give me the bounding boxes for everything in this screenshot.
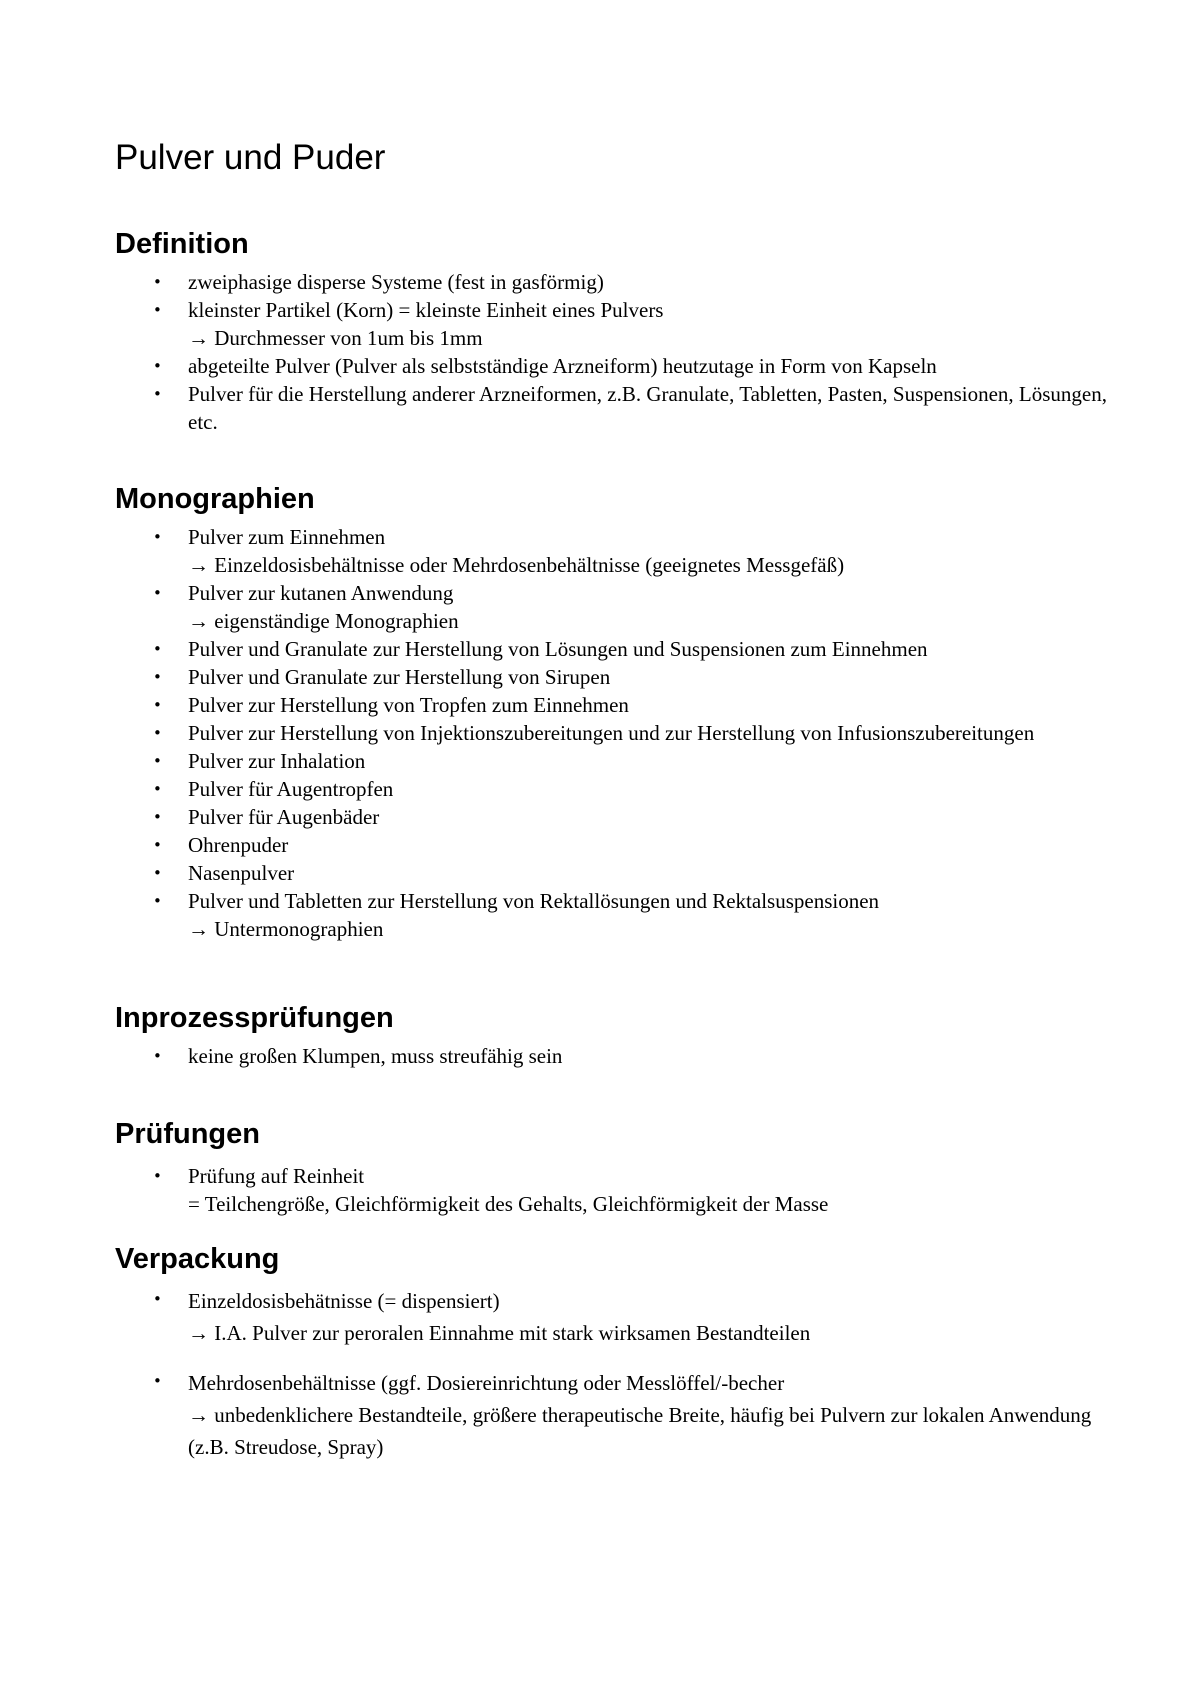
definition-list [115,268,1115,436]
page-title: Pulver und Puder [115,138,386,177]
section-pruefungen [115,1116,1115,1218]
list-item-note: → Durchmesser von 1um bis 1mm [188,326,483,350]
verpackung-list [115,1285,1115,1463]
section-monographien [115,481,1115,943]
list-item: • Pulver für Augenbäder [115,803,1115,831]
pruefungen-list [115,1162,1115,1218]
list-item: • Pulver zur Herstellung von Tropfen zum Einnehmen [115,691,1115,719]
list-item: • Einzeldosisbehätnisse (= dispensiert) → I.A. Pulver zur peroralen Einnahme mit stark wirksamen Bestandteilen [115,1285,1115,1349]
list-item-note: = Teilchengröße, Gleichförmigkeit des Gehalts, Gleichförmigkeit der Masse [188,1192,829,1216]
list-item: • keine großen Klumpen, muss streufähig sein [115,1042,1115,1070]
list-item-note: → unbedenklichere Bestandteile, größere therapeutische Breite, häufig bei Pulvern zur lokalen Anwendung (z.B. Streudose, Spray) [188,1403,1092,1459]
list-item: • Pulver und Granulate zur Herstellung von Sirupen [115,663,1115,691]
list-item: • Mehrdosenbehältnisse (ggf. Dosiereinrichtung oder Messlöffel/-becher → unbedenklichere Bestandteile, größere therapeutische Breite, häufig bei Pulvern zur lokalen Anwendung (z.B. Streudose, Spray) [115,1367,1115,1463]
list-item: • Pulver zur Inhalation [115,747,1115,775]
section-heading-monographien: Monographien [115,483,315,515]
section-heading-verpackung: Verpackung [115,1243,280,1275]
section-definition [115,226,1115,436]
monographien-list [115,523,1115,943]
list-item: • zweiphasige disperse Systeme (fest in gasförmig) [115,268,1115,296]
list-item: • Pulver für Augentropfen [115,775,1115,803]
list-item-note: → eigenständige Monographien [188,609,459,633]
inprozess-list [115,1042,1115,1070]
list-item: • abgeteilte Pulver (Pulver als selbstständige Arzneiform) heutzutage in Form von Kapseln [115,352,1115,380]
list-item: • Pulver und Tabletten zur Herstellung von Rektallösungen und Rektalsuspensionen → Untermonographien [115,887,1115,943]
list-item: • Pulver zur Herstellung von Injektionszubereitungen und zur Herstellung von Infusionszubereitungen [115,719,1115,747]
section-inprozesspruefungen [115,1000,1115,1070]
section-verpackung [115,1241,1115,1463]
section-heading-pruefungen: Prüfungen [115,1118,260,1150]
list-item: • Nasenpulver [115,859,1115,887]
list-item-note: → I.A. Pulver zur peroralen Einnahme mit stark wirksamen Bestandteilen [188,1321,811,1345]
list-item: • Pulver zur kutanen Anwendung → eigenständige Monographien [115,579,1115,635]
list-item: • Ohrenpuder [115,831,1115,859]
list-item: • kleinster Partikel (Korn) = kleinste Einheit eines Pulvers → Durchmesser von 1um bis 1mm [115,296,1115,352]
list-item: • Pulver für die Herstellung anderer Arzneiformen, z.B. Granulate, Tabletten, Pasten, Suspensionen, Lösungen, etc. [115,380,1115,436]
section-heading-definition: Definition [115,228,249,260]
list-item-note: → Untermonographien [188,917,384,941]
list-item: • Pulver und Granulate zur Herstellung von Lösungen und Suspensionen zum Einnehmen [115,635,1115,663]
list-item-note: → Einzeldosisbehältnisse oder Mehrdosenbehältnisse (geeignetes Messgefäß) [188,553,845,577]
list-item: • Pulver zum Einnehmen → Einzeldosisbehältnisse oder Mehrdosenbehältnisse (geeignetes Messgefäß) [115,523,1115,579]
list-item: • Prüfung auf Reinheit = Teilchengröße, Gleichförmigkeit des Gehalts, Gleichförmigkeit der Masse [115,1162,1115,1218]
section-heading-inprozesspruefungen: Inprozessprüfungen [115,1002,394,1034]
